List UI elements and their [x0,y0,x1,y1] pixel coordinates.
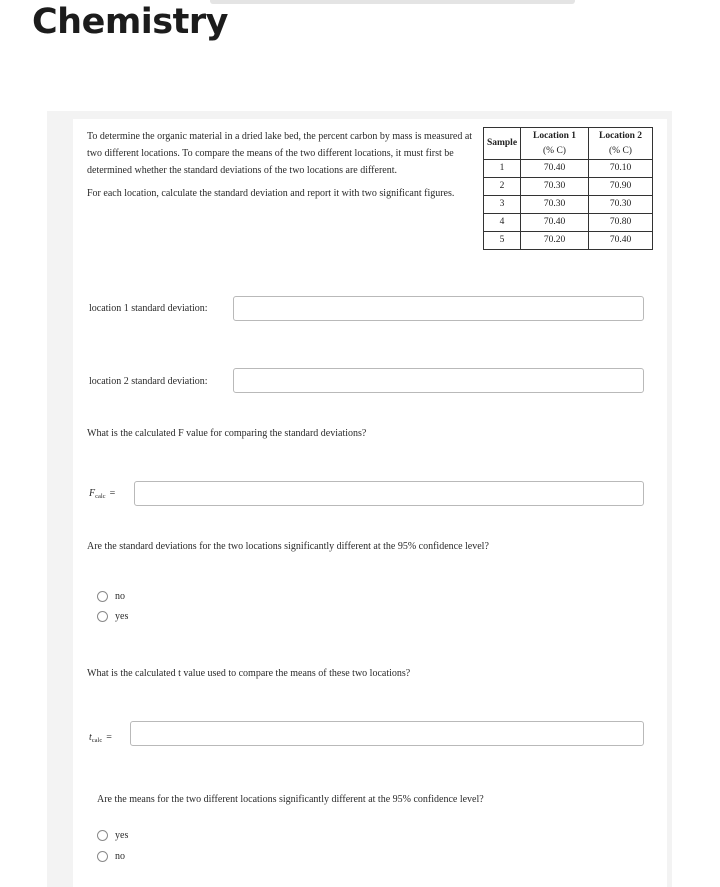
table-row [484,214,653,232]
location-2-sd-label: location 2 standard deviation: [89,376,208,387]
mean-significance-question: Are the means for the two different locations significantly different at the 95% confidence level? [97,794,484,805]
table-header-row [484,128,653,160]
location-2-title: Location 2 [598,130,642,141]
radio-button[interactable] [97,611,108,622]
top-bar-shadow [210,0,575,4]
option-label: no [115,851,125,862]
radio-button[interactable] [97,830,108,841]
sample-cell: 4 [484,214,521,232]
f-value-question: What is the calculated F value for comparing the standard deviations? [87,428,367,439]
location-1-sd-label: location 1 standard deviation: [89,303,208,314]
f-calc-label [89,488,115,500]
location-1-cell: 70.20 [521,232,589,250]
f-calc-input[interactable] [134,481,644,506]
problem-statement [87,128,482,208]
location-1-cell: 70.40 [521,160,589,178]
f-subscript: calc [95,493,106,500]
sd-significance-question: Are the standard deviations for the two locations significantly different at the 95% confidence level? [87,541,489,552]
radio-button[interactable] [97,851,108,862]
column-header-location-2 [589,128,653,160]
t-value-question: What is the calculated t value used to compare the means of these two locations? [87,668,411,679]
table-row [484,160,653,178]
mean-option-no[interactable] [97,851,125,862]
page-title: Chemistry [32,2,228,42]
sd-option-no[interactable] [97,591,125,602]
column-header-sample: Sample [484,128,521,160]
sample-cell: 3 [484,196,521,214]
location-2-cell: 70.30 [589,196,653,214]
mean-option-yes[interactable] [97,830,128,841]
f-symbol: F [89,488,96,499]
sd-option-yes[interactable] [97,611,128,622]
location-1-cell: 70.30 [521,178,589,196]
table-row [484,196,653,214]
location-2-sd-input[interactable] [233,368,644,393]
t-calc-input[interactable] [130,721,644,746]
sample-cell: 1 [484,160,521,178]
option-label: no [115,591,125,602]
option-label: yes [115,611,129,622]
location-2-cell: 70.90 [589,178,653,196]
location-2-cell: 70.10 [589,160,653,178]
intro-paragraph: For each location, calculate the standard deviation and report it with two significant figures. [87,188,455,199]
table-row [484,232,653,250]
intro-paragraph: To determine the organic material in a dried lake bed, the percent carbon by mass is measured at two different locations. To compare the means of the two different locations, it must first be determined whether the standard deviations of the two locations are different. [87,131,473,176]
t-subscript: calc [91,737,103,744]
location-1-sd-input[interactable] [233,296,644,321]
sample-cell: 5 [484,232,521,250]
equals-sign: = [109,488,116,499]
location-1-cell: 70.30 [521,196,589,214]
column-header-location-1 [521,128,589,160]
t-symbol: t [89,732,92,743]
radio-button[interactable] [97,591,108,602]
option-label: yes [115,830,129,841]
location-2-cell: 70.40 [589,232,653,250]
equals-sign: = [106,732,112,743]
sample-cell: 2 [484,178,521,196]
table-row [484,178,653,196]
t-calc-label [89,732,112,744]
carbon-data-table [483,127,653,250]
location-1-unit: (% C) [543,145,566,156]
location-2-cell: 70.80 [589,214,653,232]
location-2-unit: (% C) [609,145,632,156]
location-1-cell: 70.40 [521,214,589,232]
location-1-title: Location 1 [532,130,576,141]
